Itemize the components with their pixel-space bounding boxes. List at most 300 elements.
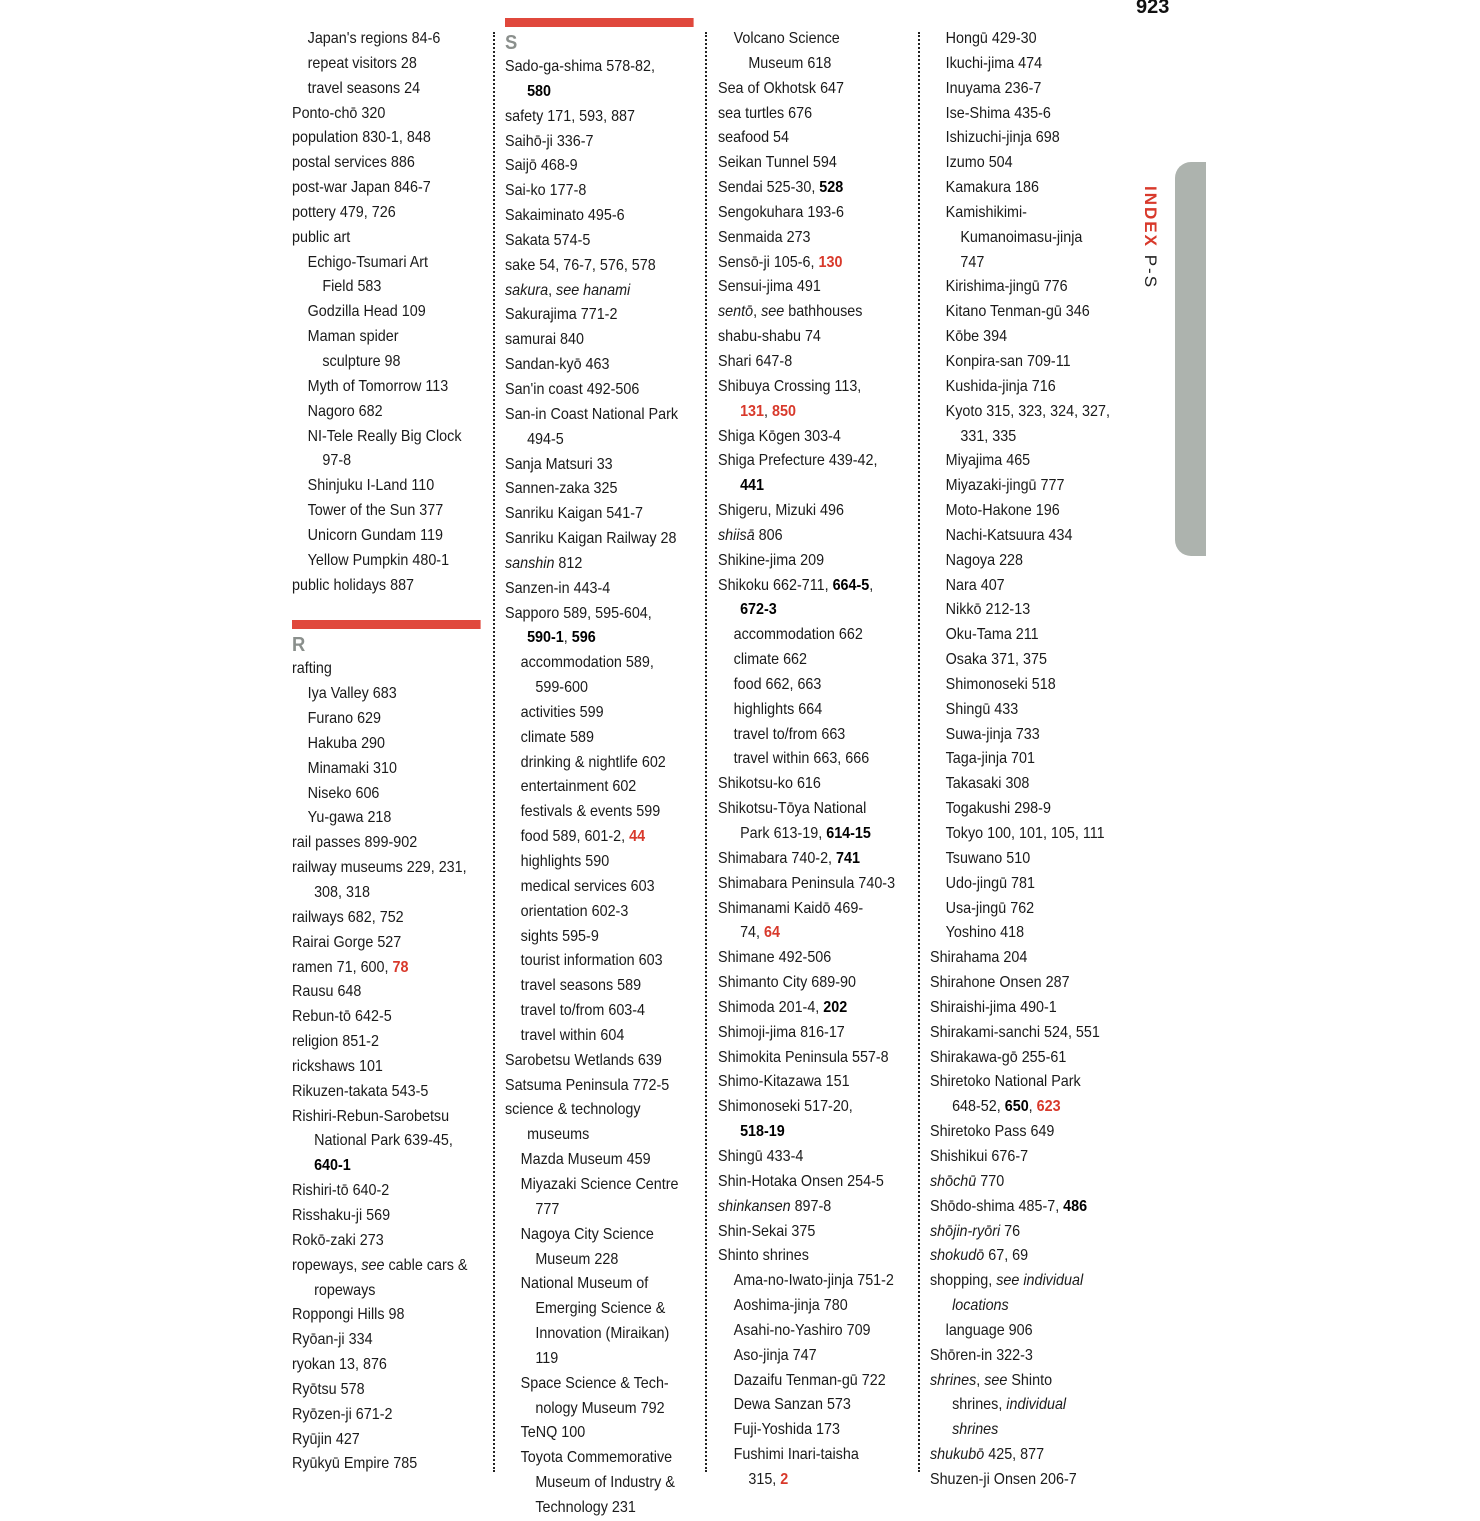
- index-entry: [718, 325, 908, 350]
- index-subentry: [292, 682, 481, 707]
- entry-text: Konpira-san 709-11: [945, 352, 1071, 370]
- index-entry: [505, 378, 694, 403]
- index-entry: [718, 425, 908, 450]
- index-entry-continuation: [505, 676, 694, 701]
- entry-text: accommodation 662: [733, 626, 863, 644]
- index-entry: [292, 176, 481, 201]
- entry-text: Sanja Matsuri 33: [505, 455, 613, 473]
- entry-text: ,: [869, 576, 874, 594]
- column-divider: [493, 32, 495, 1472]
- entry-text: Shimoji-jima 816-17: [718, 1023, 845, 1041]
- index-entry: [930, 971, 1120, 996]
- map-page-ref: 850: [772, 402, 796, 420]
- entry-text: Rairai Gorge 527: [292, 933, 402, 951]
- map-page-ref: 623: [1036, 1098, 1061, 1116]
- entry-text: Seikan Tunnel 594: [718, 154, 837, 172]
- index-subentry: [505, 999, 694, 1024]
- entry-text: drinking & nightlife 602: [520, 753, 666, 771]
- index-subentry: [930, 201, 1120, 226]
- index-entry: [292, 931, 481, 956]
- entry-text: 331, 335: [960, 427, 1017, 445]
- bold-page-ref: 580: [527, 82, 552, 100]
- index-entry: [505, 279, 694, 304]
- entry-text: sentō: [718, 303, 754, 321]
- index-entry: [292, 126, 481, 151]
- index-entry: [930, 1170, 1120, 1195]
- index-subentry: [505, 825, 694, 850]
- entry-text: ropeways,: [292, 1256, 362, 1274]
- index-subentry: [930, 772, 1120, 797]
- entry-text: Museum of Industry &: [535, 1474, 675, 1492]
- entry-text: see: [761, 303, 785, 321]
- entry-text: Shimanami Kaidō 469-: [718, 899, 864, 917]
- entry-text: Takasaki 308: [945, 775, 1030, 793]
- entry-text: Tower of the Sun 377: [307, 502, 444, 520]
- index-entry: [292, 1030, 481, 1055]
- index-entry-continuation: [930, 251, 1120, 276]
- entry-text: accommodation 589,: [520, 654, 654, 672]
- entry-text: Godzilla Head 109: [307, 303, 426, 321]
- entry-text: ropeways: [314, 1281, 376, 1299]
- entry-text: food 662, 663: [733, 675, 822, 693]
- entry-text: festivals & events 599: [520, 803, 661, 821]
- entry-text: Ryūkyū Empire 785: [292, 1455, 418, 1473]
- entry-text: Yoshino 418: [945, 924, 1025, 942]
- entry-text: railway museums 229, 231,: [292, 859, 467, 877]
- index-entry: [930, 1344, 1120, 1369]
- entry-text: Ryōtsu 578: [292, 1380, 365, 1398]
- index-entry-continuation: [718, 921, 908, 946]
- entry-text: Sarobetsu Wetlands 639: [505, 1051, 662, 1069]
- index-entry: [718, 77, 908, 102]
- index-entry-continuation: [718, 400, 908, 425]
- entry-text: Kyoto 315, 323, 324, 327,: [945, 402, 1110, 420]
- entry-text: Kamishikimi-: [945, 203, 1027, 221]
- index-entry: [505, 254, 694, 279]
- index-entry: [718, 300, 908, 325]
- index-subentry: [292, 757, 481, 782]
- entry-text: National Park 639-45,: [314, 1132, 453, 1150]
- entry-text: shōjin-ryōri: [930, 1222, 1001, 1240]
- entry-text: Shiretoko Pass 649: [930, 1123, 1055, 1141]
- bold-page-ref: 486: [1063, 1197, 1088, 1215]
- index-entry-continuation: [505, 428, 694, 453]
- section-letter: S: [505, 32, 518, 54]
- entry-text: Shirahama 204: [930, 949, 1028, 967]
- index-entry: [718, 1095, 908, 1120]
- entry-text: Shishikui 676-7: [930, 1147, 1029, 1165]
- entry-text: railways 682, 752: [292, 908, 404, 926]
- index-subentry: [930, 598, 1120, 623]
- section-gap: [292, 598, 481, 620]
- entry-text: Osaka 371, 375: [945, 651, 1047, 669]
- entry-text: Sado-ga-shima 578-82,: [505, 58, 655, 75]
- index-entry: [505, 552, 694, 577]
- index-entry-continuation: [718, 52, 908, 77]
- index-entry: [505, 229, 694, 254]
- entry-text: Shiga Prefecture 439-42,: [718, 452, 878, 470]
- entry-text: Ikuchi-jima 474: [945, 54, 1043, 72]
- index-entry: [930, 996, 1120, 1021]
- entry-text: seafood 54: [718, 129, 789, 147]
- index-entry-continuation: [292, 881, 481, 906]
- bold-page-ref: 614-15: [826, 825, 871, 842]
- index-entry-continuation: [930, 1294, 1120, 1319]
- index-subentry: [718, 698, 908, 723]
- entry-text: Togakushi 298-9: [945, 800, 1051, 818]
- index-column-3: [718, 27, 908, 1493]
- entry-text: Sensō-ji 105-6,: [718, 253, 819, 271]
- entry-text: Furano 629: [307, 710, 382, 728]
- entry-text: Sandan-kyō 463: [505, 356, 610, 374]
- bold-page-ref: 518-19: [740, 1123, 785, 1141]
- entry-text: shrines: [930, 1371, 977, 1389]
- entry-text: Shinto: [1007, 1371, 1053, 1389]
- index-entry: [505, 105, 694, 130]
- entry-text: travel within 663, 666: [733, 750, 870, 768]
- entry-text: language 906: [945, 1321, 1033, 1339]
- index-subentry: [930, 897, 1120, 922]
- entry-text: 119: [535, 1349, 559, 1367]
- entry-text: rail passes 899-902: [292, 834, 418, 852]
- index-subentry: [292, 325, 481, 350]
- section-bar: [292, 620, 481, 629]
- entry-text: Sanriku Kaigan Railway 28: [505, 530, 677, 548]
- entry-text: Technology 231: [535, 1498, 636, 1516]
- entry-text: highlights 664: [733, 700, 823, 718]
- entry-text: NI-Tele Really Big Clock: [307, 427, 462, 445]
- entry-text: science & technology: [505, 1101, 641, 1119]
- index-subentry: [505, 1372, 694, 1397]
- index-subentry: [292, 732, 481, 757]
- index-entry: [292, 201, 481, 226]
- entry-text: Toyota Commemorative: [520, 1449, 673, 1467]
- entry-text: Ryūjin 427: [292, 1430, 360, 1448]
- entry-text: Sakaiminato 495-6: [505, 207, 625, 225]
- index-entry: [292, 1055, 481, 1080]
- index-subentry: [930, 77, 1120, 102]
- bold-page-ref: 664-5: [832, 576, 870, 594]
- entry-text: Myth of Tomorrow 113: [307, 377, 449, 395]
- entry-text: ,: [753, 303, 762, 321]
- entry-text: Sanzen-in 443-4: [505, 579, 611, 597]
- entry-text: shukubō: [930, 1446, 985, 1464]
- index-subentry: [505, 1148, 694, 1173]
- entry-text: ,: [1028, 1098, 1037, 1116]
- index-subentry: [292, 425, 481, 450]
- index-entry: [718, 499, 908, 524]
- entry-text: Saihō-ji 336-7: [505, 132, 594, 150]
- index-entry-continuation: [292, 1154, 481, 1179]
- entry-text: Museum 228: [535, 1250, 619, 1268]
- entry-text: Shimonoseki 517-20,: [718, 1098, 853, 1116]
- index-subentry: [930, 872, 1120, 897]
- index-entry-continuation: [505, 1198, 694, 1223]
- index-subentry: [505, 949, 694, 974]
- entry-text: Hongū 429-30: [945, 30, 1037, 47]
- index-entry-continuation: [505, 1123, 694, 1148]
- index-subentry: [505, 800, 694, 825]
- entry-text: shrines,: [952, 1396, 1007, 1414]
- bold-page-ref: 590-1: [527, 629, 564, 647]
- entry-text: shabu-shabu 74: [718, 328, 821, 346]
- entry-text: sculpture 98: [322, 352, 401, 370]
- index-entry: [930, 1070, 1120, 1095]
- entry-text: Maman spider: [307, 328, 399, 346]
- entry-text: Shikoku 662-711,: [718, 576, 833, 594]
- index-entry: [930, 1269, 1120, 1294]
- index-entry-continuation: [505, 1297, 694, 1322]
- entry-text: 76: [1000, 1222, 1021, 1240]
- entry-text: 806: [754, 526, 783, 544]
- index-entry-continuation: [505, 1496, 694, 1521]
- entry-text: Nagoro 682: [307, 402, 383, 420]
- entry-text: Udo-jingū 781: [945, 874, 1035, 892]
- map-page-ref: 130: [818, 253, 843, 271]
- index-subentry: [505, 850, 694, 875]
- index-entry: [718, 1195, 908, 1220]
- index-entry-continuation: [930, 1418, 1120, 1443]
- index-subentry: [292, 806, 481, 831]
- index-subentry: [930, 176, 1120, 201]
- entry-text: Rebun-tō 642-5: [292, 1008, 392, 1026]
- entry-text: Shigeru, Mizuki 496: [718, 502, 844, 520]
- entry-text: Shōdo-shima 485-7,: [930, 1197, 1064, 1215]
- index-entry: [292, 956, 481, 981]
- entry-text: see: [984, 1371, 1008, 1389]
- index-subentry: [292, 52, 481, 77]
- entry-text: rickshaws 101: [292, 1057, 383, 1075]
- index-subentry: [930, 27, 1120, 52]
- index-entry: [292, 1080, 481, 1105]
- entry-text: religion 851-2: [292, 1033, 379, 1051]
- entry-text: Shimane 492-506: [718, 949, 832, 967]
- index-entry: [505, 154, 694, 179]
- entry-text: 74,: [740, 924, 765, 942]
- entry-text: ,: [976, 1371, 985, 1389]
- section-letter: R: [292, 634, 306, 657]
- index-entry: [718, 1046, 908, 1071]
- thumb-index-tab: [1175, 162, 1206, 556]
- index-subentry: [292, 300, 481, 325]
- entry-text: ,: [764, 402, 773, 420]
- index-subentry: [930, 673, 1120, 698]
- entry-text: Shiga Kōgen 303-4: [718, 427, 841, 445]
- index-entry-continuation: [292, 1279, 481, 1304]
- index-entry: [292, 226, 481, 251]
- entry-text: Oku-Tama 211: [945, 626, 1039, 644]
- index-entry-continuation: [930, 1393, 1120, 1418]
- index-entry-continuation: [718, 1120, 908, 1145]
- index-subentry: [292, 375, 481, 400]
- index-subentry: [718, 747, 908, 772]
- index-subentry: [930, 325, 1120, 350]
- index-subentry: [930, 698, 1120, 723]
- index-subentry: [505, 875, 694, 900]
- entry-text: Usa-jingū 762: [945, 899, 1035, 917]
- entry-text: Kōbe 394: [945, 328, 1008, 346]
- index-subentry: [930, 275, 1120, 300]
- index-entry: [718, 350, 908, 375]
- index-subentry: [292, 251, 481, 276]
- index-entry: [292, 1303, 481, 1328]
- index-entry: [505, 403, 694, 428]
- index-entry: [505, 602, 694, 627]
- index-subentry: [505, 751, 694, 776]
- index-subentry: [718, 1319, 908, 1344]
- entry-text: highlights 590: [520, 853, 610, 870]
- index-entry: [718, 151, 908, 176]
- map-page-ref: 64: [764, 924, 780, 942]
- entry-text: sakura: [505, 281, 549, 299]
- entry-text: ,: [563, 629, 572, 647]
- index-subentry: [718, 1393, 908, 1418]
- index-subentry: [718, 27, 908, 52]
- entry-text: Miyazaki Science Centre: [520, 1175, 679, 1193]
- index-entry-continuation: [505, 1347, 694, 1372]
- map-page-ref: 78: [392, 958, 409, 976]
- entry-text: Minamaki 310: [307, 759, 397, 777]
- entry-text: Sengokuhara 193-6: [718, 203, 845, 221]
- entry-text: travel to/from 663: [733, 725, 846, 743]
- index-subentry: [930, 921, 1120, 946]
- index-subentry: [930, 151, 1120, 176]
- entry-text: repeat visitors 28: [307, 54, 417, 72]
- entry-text: Tsuwano 510: [945, 849, 1031, 867]
- entry-text: Kirishima-jingū 776: [945, 278, 1068, 296]
- bold-page-ref: 741: [836, 849, 860, 867]
- entry-text: Shimabara Peninsula 740-3: [718, 874, 896, 892]
- entry-text: Nara 407: [945, 576, 1005, 594]
- index-entry: [505, 204, 694, 229]
- index-subentry: [718, 673, 908, 698]
- entry-text: 747: [960, 253, 985, 271]
- entry-text: shrines: [952, 1421, 999, 1439]
- index-entry: [718, 176, 908, 201]
- index-subentry: [930, 126, 1120, 151]
- entry-text: travel seasons 589: [520, 977, 642, 995]
- index-column-1: [292, 27, 481, 1477]
- entry-text: public art: [292, 228, 351, 246]
- index-entry-continuation: [292, 275, 481, 300]
- index-entry: [292, 980, 481, 1005]
- entry-text: 425, 877: [984, 1446, 1045, 1464]
- entry-text: sanshin: [505, 554, 555, 572]
- entry-text: Senmaida 273: [718, 228, 811, 246]
- entry-text: cable cars &: [384, 1256, 468, 1274]
- entry-text: 648-52,: [952, 1098, 1005, 1116]
- index-entry: [292, 831, 481, 856]
- index-subentry: [930, 847, 1120, 872]
- entry-text: Shimonoseki 518: [945, 675, 1056, 693]
- entry-text: Nachi-Katsuura 434: [945, 526, 1073, 544]
- entry-text: San-in Coast National Park: [505, 405, 679, 423]
- entry-text: sights 595-9: [520, 927, 599, 945]
- entry-text: Nagoya City Science: [520, 1225, 654, 1243]
- entry-text: Volcano Science: [733, 30, 840, 47]
- index-subentry: [292, 782, 481, 807]
- index-entry: [505, 1098, 694, 1123]
- entry-text: 67, 69: [984, 1247, 1029, 1265]
- index-entry: [930, 1120, 1120, 1145]
- index-entry: [292, 906, 481, 931]
- index-subentry: [930, 350, 1120, 375]
- index-entry: [930, 1046, 1120, 1071]
- entry-text: Ryōan-ji 334: [292, 1331, 373, 1349]
- entry-text: nology Museum 792: [535, 1399, 665, 1417]
- index-entry-continuation: [718, 1468, 908, 1493]
- index-entry: [292, 574, 481, 599]
- index-entry: [292, 1353, 481, 1378]
- entry-text: Shiretoko National Park: [930, 1073, 1081, 1091]
- entry-text: ,: [548, 281, 557, 299]
- entry-text: Sakata 574-5: [505, 231, 591, 249]
- index-entry: [930, 1220, 1120, 1245]
- entry-text: travel to/from 603-4: [520, 1002, 646, 1020]
- entry-text: safety 171, 593, 887: [505, 107, 636, 125]
- index-entry: [505, 577, 694, 602]
- entry-text: Fuji-Yoshida 173: [733, 1421, 840, 1439]
- index-entry: [930, 1443, 1120, 1468]
- entry-text: Japan's regions 84-6: [307, 30, 441, 47]
- index-subentry: [930, 499, 1120, 524]
- entry-text: San'in coast 492-506: [505, 380, 640, 398]
- entry-text: see individual: [996, 1272, 1084, 1290]
- index-subentry: [930, 574, 1120, 599]
- index-entry: [505, 453, 694, 478]
- index-entry: [292, 151, 481, 176]
- entry-text: Rokō-zaki 273: [292, 1231, 384, 1249]
- entry-text: TeNQ 100: [520, 1424, 586, 1442]
- entry-text: Shimoda 201-4,: [718, 998, 824, 1016]
- column-divider: [705, 32, 707, 1472]
- index-subentry: [930, 524, 1120, 549]
- entry-text: Shikotsu-Tōya National: [718, 800, 867, 818]
- section-bar: [505, 18, 694, 27]
- index-entry: [930, 1468, 1120, 1493]
- entry-text: Shin-Sekai 375: [718, 1222, 816, 1240]
- index-subentry: [930, 1319, 1120, 1344]
- entry-text: Izumo 504: [945, 154, 1013, 172]
- entry-text: Shingū 433: [945, 700, 1019, 718]
- entry-text: Shimokita Peninsula 557-8: [718, 1048, 889, 1066]
- index-subentry: [718, 1443, 908, 1468]
- entry-text: Innovation (Miraikan): [535, 1325, 670, 1343]
- index-entry: [505, 1074, 694, 1099]
- index-entry: [718, 872, 908, 897]
- index-entry: [292, 1204, 481, 1229]
- index-subentry: [930, 102, 1120, 127]
- bold-page-ref: 202: [823, 998, 848, 1016]
- entry-text: 812: [554, 554, 583, 572]
- map-page-ref: 131: [740, 402, 765, 420]
- index-subentry: [505, 900, 694, 925]
- index-entry: [505, 502, 694, 527]
- entry-text: climate 662: [733, 651, 808, 669]
- index-subentry: [292, 400, 481, 425]
- entry-text: individual: [1006, 1396, 1067, 1414]
- index-entry: [292, 1452, 481, 1477]
- entry-text: Kumanoimasu-jinja: [960, 228, 1083, 246]
- index-subentry: [292, 77, 481, 102]
- index-entry: [718, 996, 908, 1021]
- entry-text: Ise-Shima 435-6: [945, 104, 1051, 122]
- entry-text: Sanriku Kaigan 541-7: [505, 505, 643, 523]
- entry-text: shokudō: [930, 1247, 985, 1265]
- bold-page-ref: 672-3: [740, 601, 777, 619]
- index-entry: [292, 102, 481, 127]
- entry-text: entertainment 602: [520, 778, 637, 796]
